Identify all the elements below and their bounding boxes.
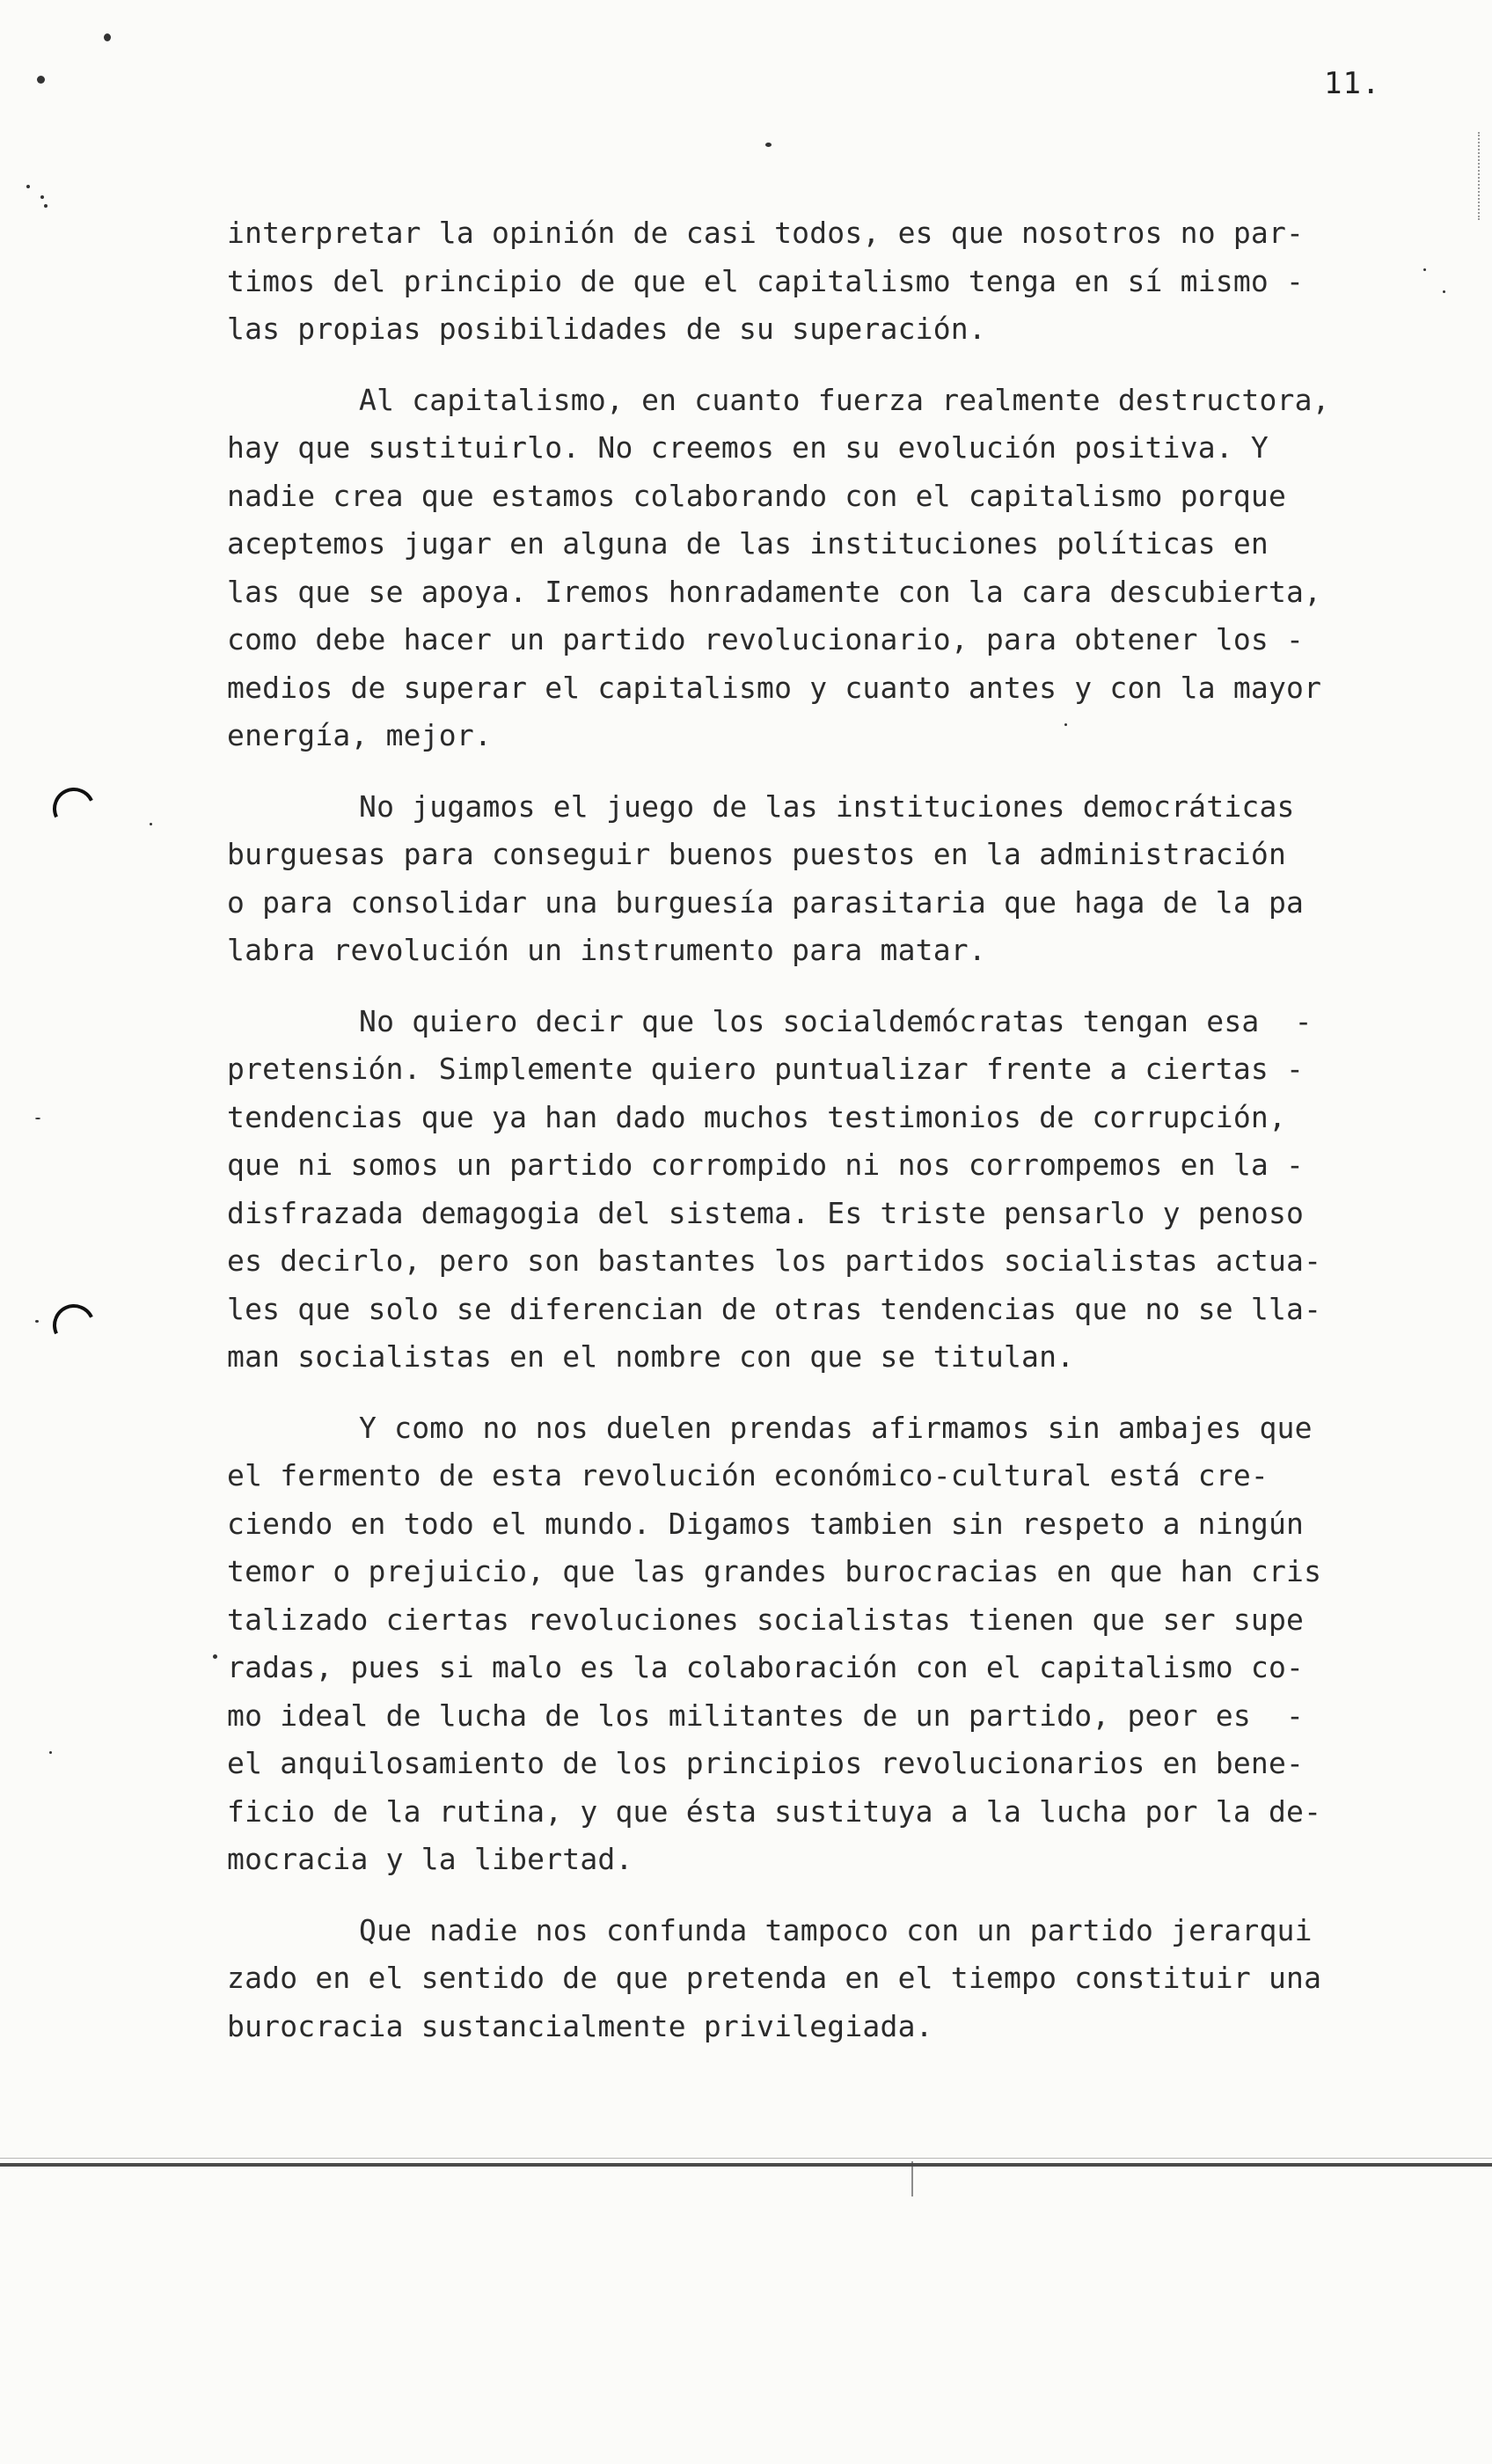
text-line: timos del principio de que el capitalismo tenga en sí mismo - xyxy=(227,263,1305,298)
text-line: pretensión. Simplemente quiero puntualizar frente a ciertas - xyxy=(227,1052,1305,1086)
text-line: les que solo se diferencian de otras tendencias que no se lla- xyxy=(227,1291,1322,1326)
page-number: 11. xyxy=(1324,66,1381,101)
margin-dot xyxy=(150,823,152,825)
paragraph xyxy=(227,783,1406,975)
text-line: zado en el sentido de que pretenda en el tiempo constituir una xyxy=(227,1961,1322,1995)
paragraph xyxy=(227,1907,1406,2051)
text-line: talizado ciertas revoluciones socialistas tienen que ser supe xyxy=(227,1602,1305,1637)
text-line: No jugamos el juego de las instituciones democráticas xyxy=(359,788,1295,824)
text-line: burocracia sustancialmente privilegiada. xyxy=(227,2008,933,2043)
text-line: como debe hacer un partido revolucionario, para obtener los - xyxy=(227,622,1305,656)
body-text xyxy=(227,209,1406,2073)
text-line: tendencias que ya han dado muchos testimonios de corrupción, xyxy=(227,1099,1287,1134)
margin-dot xyxy=(37,76,45,84)
text-line: Al capitalismo, en cuanto fuerza realmente destructora, xyxy=(359,382,1330,417)
text-line: ficio de la rutina, y que ésta sustituya a la lucha por la de- xyxy=(227,1793,1322,1829)
binder-hole-arc xyxy=(47,1298,101,1353)
paragraph xyxy=(227,1404,1406,1884)
text-line: el fermento de esta revolución económico-cultural está cre- xyxy=(227,1458,1269,1492)
text-line: ciendo en todo el mundo. Digamos tambien sin respeto a ningún xyxy=(227,1506,1305,1541)
text-line: el anquilosamiento de los principios revolucionarios en bene- xyxy=(227,1746,1305,1780)
text-line: las propias posibilidades de su superación. xyxy=(227,312,986,346)
paragraph xyxy=(227,209,1406,354)
margin-dot xyxy=(213,1654,217,1659)
scan-edge-tick xyxy=(911,2161,913,2196)
margin-dot xyxy=(40,195,44,199)
margin-dot xyxy=(765,143,772,147)
text-line: interpretar la opinión de casi todos, es que nosotros no par- xyxy=(227,216,1305,250)
paragraph xyxy=(227,998,1406,1382)
text-line: temor o prejuicio, que las grandes burocracias en que han cris xyxy=(227,1554,1322,1588)
text-line: las que se apoya. Iremos honradamente con la cara descubierta, xyxy=(227,574,1322,609)
margin-dot xyxy=(35,1118,40,1119)
text-line: es decirlo, pero son bastantes los partidos socialistas actua- xyxy=(227,1243,1322,1278)
text-line: nadie crea que estamos colaborando con el capitalismo porque xyxy=(227,478,1287,513)
margin-dot xyxy=(104,33,111,41)
scan-edge-rule xyxy=(0,2163,1492,2167)
binder-hole-arc xyxy=(47,781,101,836)
text-line: hay que sustituirlo. No creemos en su evolución positiva. Y xyxy=(227,430,1269,465)
text-line: medios de superar el capitalismo y cuanto antes y con la mayor xyxy=(227,670,1322,705)
text-line: que ni somos un partido corrompido ni nos corrompemos en la - xyxy=(227,1148,1305,1182)
text-line: No quiero decir que los socialdemócratas tengan esa - xyxy=(359,1003,1313,1038)
margin-dot xyxy=(49,1751,52,1754)
text-line: mo ideal de lucha de los militantes de un partido, peor es - xyxy=(227,1698,1305,1733)
text-line: labra revolución un instrumento para matar. xyxy=(227,933,986,967)
text-line: radas, pues si malo es la colaboración con el capitalismo co- xyxy=(227,1650,1305,1684)
text-line: burguesas para conseguir buenos puestos en la administración xyxy=(227,837,1287,871)
margin-dot xyxy=(1443,290,1445,293)
text-line: o para consolidar una burguesía parasitaria que haga de la pa xyxy=(227,884,1305,920)
text-line: Que nadie nos confunda tampoco con un partido jerarqui xyxy=(359,1912,1313,1947)
margin-dot xyxy=(35,1320,39,1323)
text-line: aceptemos jugar en alguna de las instituciones políticas en xyxy=(227,526,1269,561)
margin-dot xyxy=(26,185,30,188)
text-line: mocracia y la libertad. xyxy=(227,1842,633,1876)
scan-edge-line xyxy=(0,2158,1492,2159)
margin-dot xyxy=(44,204,48,208)
text-line: Y como no nos duelen prendas afirmamos sin ambajes que xyxy=(359,1410,1313,1445)
text-line: disfrazada demagogia del sistema. Es triste pensarlo y penoso xyxy=(227,1195,1305,1230)
text-line: energía, mejor. xyxy=(227,718,493,752)
margin-dot xyxy=(1423,268,1426,271)
edge-marks xyxy=(1478,132,1485,220)
text-line: man socialistas en el nombre con que se titulan. xyxy=(227,1339,1075,1374)
paragraph xyxy=(227,377,1406,760)
